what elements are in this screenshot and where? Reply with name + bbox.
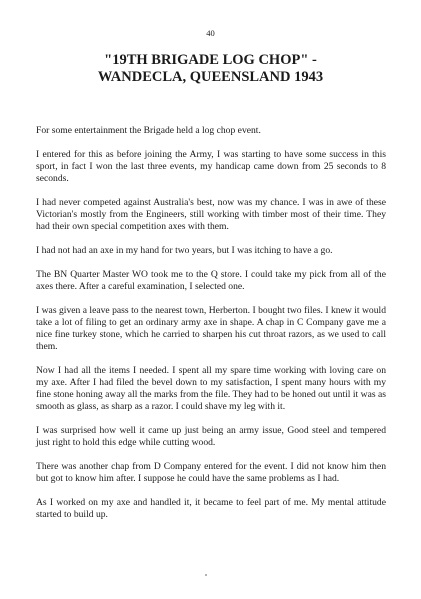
page-number: 40 [206, 28, 215, 38]
paragraph: I was surprised how well it came up just being an army issue, Good steel and tempered just right to hold this edge while cutting wood. [36, 425, 386, 449]
chapter-title-line-2: WANDECLA, QUEENSLAND 1943 [97, 69, 324, 85]
paragraph: I was given a leave pass to the nearest town, Herberton. I bought two files. I knew it would take a lot of filing to get an ordinary army axe in shape. A chap in C Company gave me a nice fine turkey stone, which he carried to sharpen his cut throat razors, as we used to call them. [36, 304, 386, 353]
scan-speck [205, 574, 207, 576]
paragraph: I had never competed against Australia's best, now was my chance. I was in awe of these Victorian's mostly from the Engineers, still working with timber most of their time. They had their own special competition axes with them. [36, 196, 386, 233]
paragraph: There was another chap from D Company entered for the event. I did not know him then but got to know him after. I suppose he could have the same problems as I had. [36, 461, 386, 485]
paragraph: Now I had all the items I needed. I spent all my spare time working with loving care on my axe. After I had filed the bevel down to my satisfaction, I spent many hours with my fine stone honing away all the marks from the file. They had to be honed out until it was as smooth as glass, as sharp as a razor. I could shave my leg with it. [36, 364, 386, 413]
chapter-title [0, 52, 421, 86]
paragraph: The BN Quarter Master WO took me to the Q store. I could take my pick from all of the axes there. After a careful examination, I selected one. [36, 268, 386, 292]
paragraph: For some entertainment the Brigade held a log chop event. [36, 125, 261, 136]
paragraph: I had not had an axe in my hand for two years, but I was itching to have a go. [36, 244, 333, 256]
paragraph: As I worked on my axe and handled it, it became to feel part of me. My mental attitude started to build up. [36, 496, 386, 521]
body-text [36, 125, 386, 533]
chapter-title-line-1: "19TH BRIGADE LOG CHOP" - [104, 52, 317, 68]
paragraph: I entered for this as before joining the Army, I was starting to have some success in this sport, in fact I won the last three events, my handicap came down from 25 seconds to 8 seconds. [36, 148, 386, 185]
